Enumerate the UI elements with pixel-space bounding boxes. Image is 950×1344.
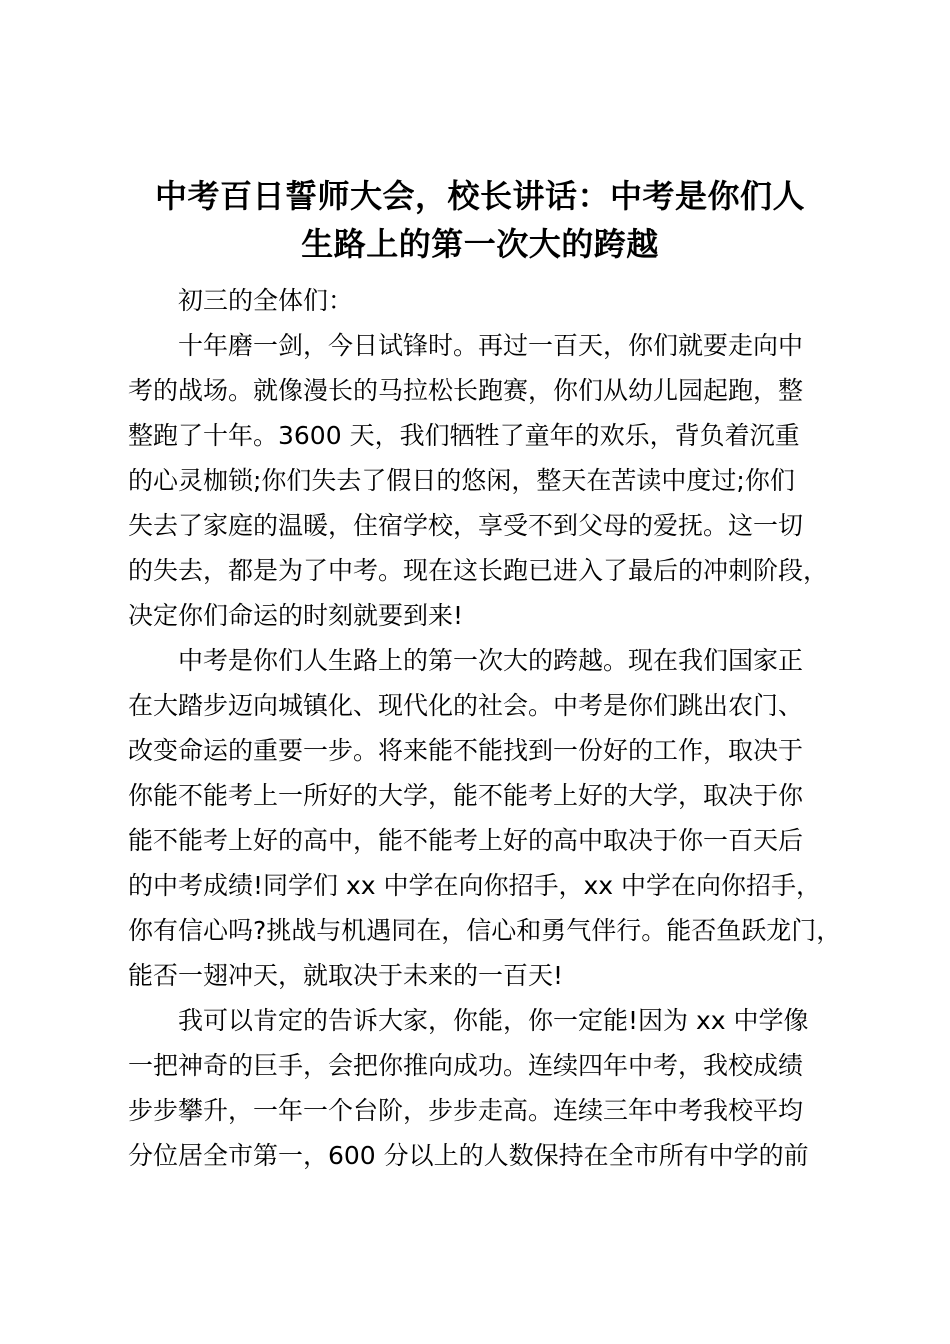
document-body	[128, 278, 858, 1178]
text-line: 你能不能考上一所好的大学，能不能考上好的大学，取决于你	[128, 781, 804, 810]
text-line: 中考是你们人生路上的第一次大的跨越。现在我们国家正	[178, 646, 804, 675]
text-line: 十年磨一剑，今日试锋时。再过一百天，你们就要走向中	[178, 331, 804, 360]
text-line: 的中考成绩!同学们 xx 中学在向你招手，xx 中学在向你招手，	[128, 871, 822, 900]
text-line: 我可以肯定的告诉大家，你能，你一定能!因为 xx 中学像	[178, 1006, 809, 1035]
document-title	[110, 172, 850, 268]
text-line: 分位居全市第一，600 分以上的人数保持在全市所有中学的前	[128, 1141, 809, 1170]
text-line: 一把神奇的巨手，会把你推向成功。连续四年中考，我校成绩	[128, 1051, 804, 1080]
text-line: 能不能考上好的高中，能不能考上好的高中取决于你一百天后	[128, 826, 804, 855]
text-line: 决定你们命运的时刻就要到来!	[128, 601, 464, 630]
text-line: 步步攀升，一年一个台阶，步步走高。连续三年中考我校平均	[128, 1096, 804, 1125]
text-line: 的心灵枷锁;你们失去了假日的悠闲，整天在苦读中度过;你们	[128, 466, 795, 495]
text-line: 改变命运的重要一步。将来能不能找到一份好的工作，取决于	[128, 736, 804, 765]
text-line: 失去了家庭的温暖，住宿学校，享受不到父母的爱抚。这一切	[128, 511, 804, 540]
text-line: 整跑了十年。3600 天，我们牺牲了童年的欢乐，背负着沉重	[128, 421, 800, 450]
text-line: 在大踏步迈向城镇化、现代化的社会。中考是你们跳出农门、	[128, 691, 804, 720]
text-line: 初三的全体们：	[178, 286, 354, 315]
title-line-2: 生路上的第一次大的跨越	[301, 225, 659, 263]
text-line: 的失去，都是为了中考。现在这长跑已进入了最后的冲刺阶段，	[128, 556, 829, 585]
text-line: 能否一翅冲天，就取决于未来的一百天!	[128, 961, 564, 990]
text-line: 你有信心吗?挑战与机遇同在，信心和勇气伴行。能否鱼跃龙门，	[128, 916, 842, 945]
text-line: 考的战场。就像漫长的马拉松长跑赛，你们从幼儿园起跑，整	[128, 376, 804, 405]
title-line-1: 中考百日誓师大会，校长讲话：中考是你们人	[154, 177, 805, 215]
